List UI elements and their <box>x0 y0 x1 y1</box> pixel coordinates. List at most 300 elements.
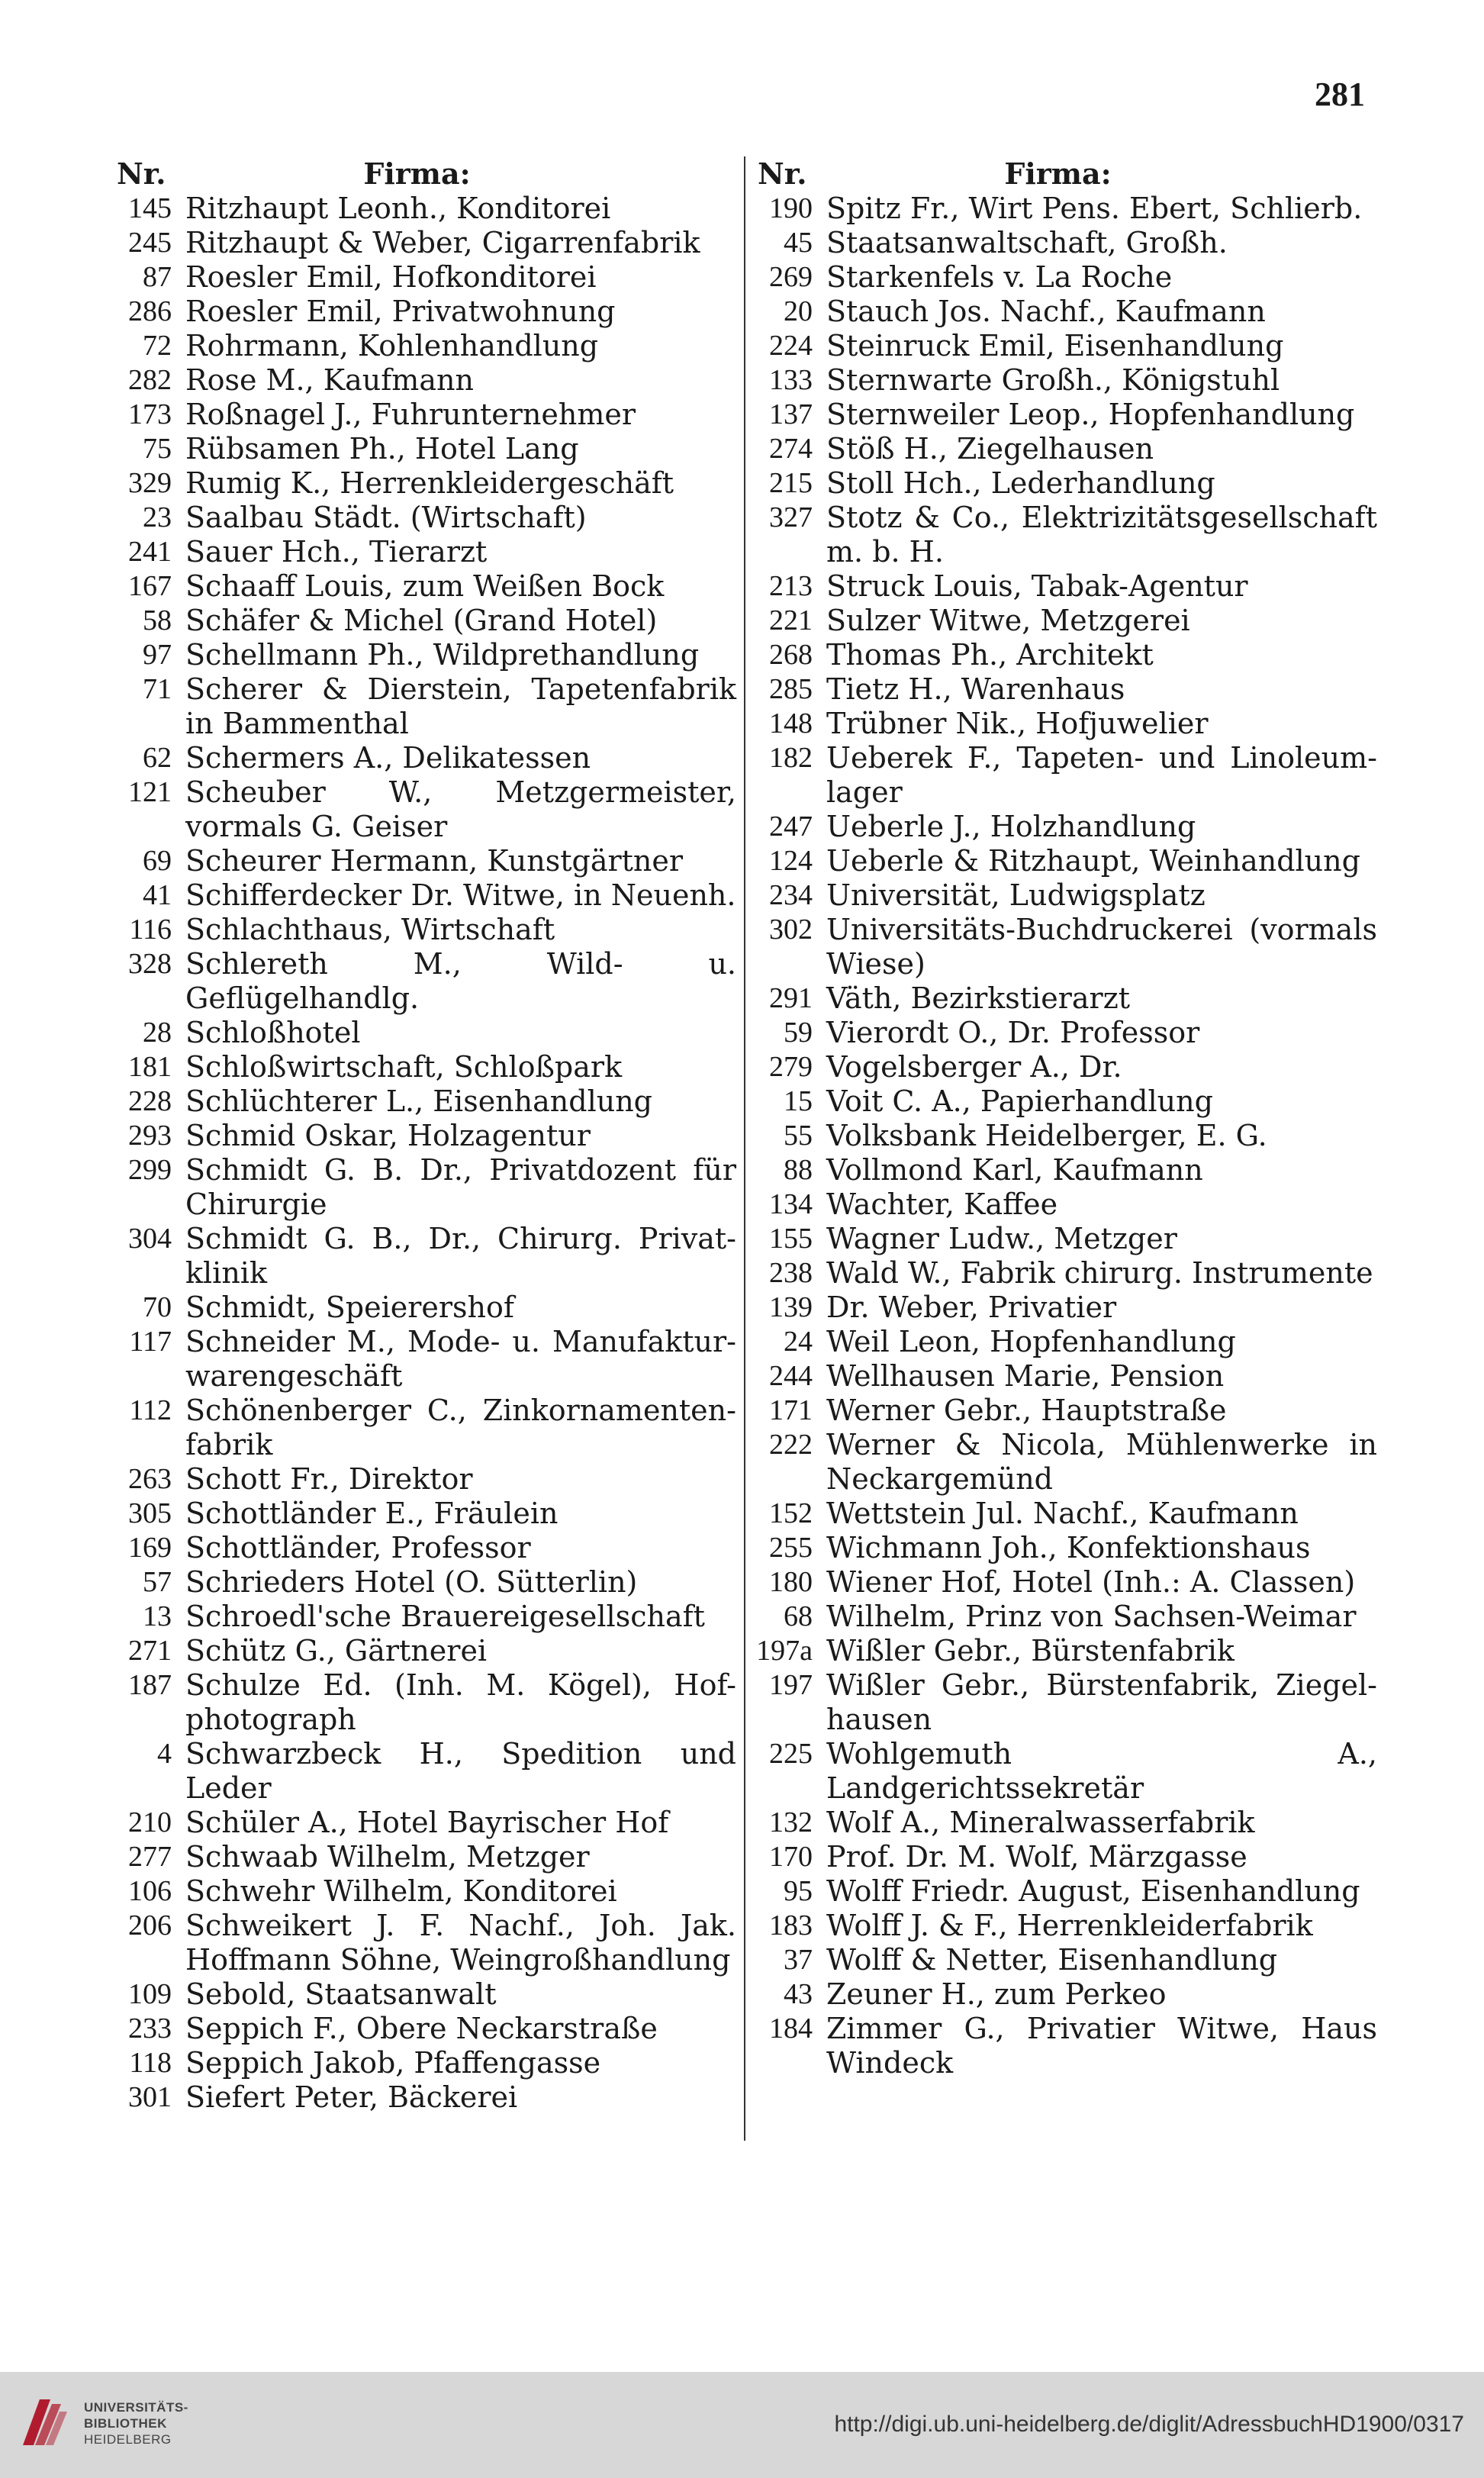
directory-entry <box>752 844 1377 878</box>
entry-firm: Schlüchterer L., Eisenhandlung <box>185 1084 653 1118</box>
entry-firm: Seppich F., Obere Neckarstraße <box>185 2012 658 2045</box>
entry-number: 206 <box>128 1909 172 1941</box>
entry-firm: Siefert Peter, Bäckerei <box>185 2080 518 2114</box>
entry-firm: Schermers A., Delikatessen <box>185 741 591 775</box>
entry-firm: Stauch Jos. Nachf., Kaufmann <box>826 295 1266 328</box>
directory-entry <box>111 672 736 741</box>
entry-firm: Schrieders Hotel (O. Sütterlin) <box>185 1565 638 1599</box>
entry-number: 222 <box>769 1429 813 1461</box>
directory-entry <box>752 226 1377 260</box>
directory-entry <box>111 2046 736 2080</box>
entry-firm: Schmid Oskar, Holzagentur <box>185 1119 591 1152</box>
entry-number: 45 <box>784 227 813 259</box>
directory-entry <box>111 1600 736 1634</box>
directory-entry <box>111 741 736 775</box>
directory-entry <box>752 363 1377 398</box>
entry-firm: Schönenberger C., Zinkornamenten-fabrik <box>185 1394 736 1461</box>
directory-entry <box>111 604 736 638</box>
entry-firm: Schütz G., Gärtnerei <box>185 1634 488 1668</box>
directory-entry <box>752 1394 1377 1428</box>
directory-entry <box>752 741 1377 810</box>
header-firm-label: Firma: <box>1004 156 1112 191</box>
entry-number: 62 <box>143 742 172 774</box>
entry-number: 274 <box>769 433 813 465</box>
entry-number: 15 <box>784 1085 813 1117</box>
directory-entry <box>111 1462 736 1497</box>
entry-firm: Schmidt G. B. Dr., Privatdozent für Chirurgie <box>185 1153 736 1221</box>
entry-firm: Schottländer, Professor <box>185 1531 531 1564</box>
entry-firm: Rose M., Kaufmann <box>185 363 474 397</box>
entry-firm: Voit C. A., Papierhandlung <box>826 1084 1213 1118</box>
entry-firm: Wellhausen Marie, Pension <box>826 1359 1225 1393</box>
directory-entry <box>752 1565 1377 1600</box>
entry-number: 183 <box>769 1909 813 1941</box>
directory-entry <box>111 260 736 295</box>
directory-entry <box>111 1840 736 1874</box>
entry-number: 328 <box>128 948 172 980</box>
entry-number: 286 <box>128 295 172 327</box>
entry-firm: Wolf A., Mineralwasserfabrik <box>826 1806 1255 1839</box>
entry-number: 228 <box>128 1085 172 1117</box>
entry-number: 58 <box>143 604 172 636</box>
entry-number: 282 <box>128 364 172 396</box>
directory-entry <box>752 878 1377 913</box>
header-number-label: Nr. <box>758 156 807 191</box>
entry-number: 269 <box>769 261 813 293</box>
entry-number: 109 <box>128 1978 172 2010</box>
directory-entry <box>111 2012 736 2046</box>
entry-number: 117 <box>129 1326 172 1358</box>
directory-entry <box>752 192 1377 226</box>
column-divider <box>744 156 745 2141</box>
directory-entry <box>111 947 736 1016</box>
entry-number: 268 <box>769 639 813 671</box>
entry-firm: Schmidt G. B., Dr., Chirurg. Privat-klinik <box>185 1222 736 1290</box>
directory-entry <box>111 638 736 672</box>
directory-entry <box>111 1291 736 1325</box>
directory-entry <box>752 913 1377 981</box>
entry-number: 279 <box>769 1051 813 1083</box>
entry-firm: Zeuner H., zum Perkeo <box>826 1977 1167 2011</box>
entry-firm: Roesler Emil, Hofkonditorei <box>185 260 597 294</box>
directory-entry <box>752 1977 1377 2012</box>
entry-number: 124 <box>769 845 813 877</box>
entry-number: 215 <box>769 467 813 499</box>
entry-number: 137 <box>769 398 813 430</box>
entry-firm: Dr. Weber, Privatier <box>826 1291 1117 1324</box>
entry-firm: Ueberek F., Tapeten- und Linoleum-lager <box>826 741 1377 809</box>
entry-firm: Scheurer Hermann, Kunstgärtner <box>185 844 684 878</box>
entry-number: 291 <box>769 982 813 1014</box>
entry-firm: Väth, Bezirkstierarzt <box>826 981 1130 1015</box>
entry-number: 118 <box>129 2047 172 2079</box>
directory-entry <box>111 1668 736 1737</box>
entry-number: 132 <box>769 1806 813 1838</box>
entry-firm: Schlachthaus, Wirtschaft <box>185 913 555 946</box>
entry-firm: Vierordt O., Dr. Professor <box>826 1016 1200 1049</box>
entry-number: 28 <box>143 1017 172 1049</box>
directory-entry <box>111 1497 736 1531</box>
entry-firm: Thomas Ph., Architekt <box>826 638 1154 672</box>
directory-entry <box>752 2012 1377 2080</box>
entry-firm: Wiener Hof, Hotel (Inh.: A. Classen) <box>826 1565 1356 1599</box>
directory-entry <box>752 260 1377 295</box>
entry-firm: Schellmann Ph., Wildprethandlung <box>185 638 700 672</box>
entry-firm: Spitz Fr., Wirt Pens. Ebert, Schlierb. <box>826 192 1363 225</box>
directory-entry <box>752 1084 1377 1119</box>
entry-number: 13 <box>143 1600 172 1632</box>
entry-firm: Schwarzbeck H., Spedition und Leder <box>185 1737 736 1805</box>
directory-entry <box>752 1497 1377 1531</box>
entry-number: 116 <box>129 914 172 946</box>
directory-entry <box>111 1153 736 1222</box>
entry-number: 68 <box>784 1600 813 1632</box>
entry-number: 180 <box>769 1566 813 1598</box>
entry-number: 327 <box>769 501 813 533</box>
entry-firm: Volksbank Heidelberger, E. G. <box>826 1119 1267 1152</box>
entry-firm: Vollmond Karl, Kaufmann <box>826 1153 1203 1187</box>
entry-number: 133 <box>769 364 813 396</box>
entry-firm: Wichmann Joh., Konfektionshaus <box>826 1531 1311 1564</box>
header-firm-label: Firma: <box>363 156 471 191</box>
directory-entry <box>752 1256 1377 1291</box>
entry-firm: Rübsamen Ph., Hotel Lang <box>185 432 579 466</box>
entry-number: 145 <box>128 192 172 224</box>
directory-entry <box>111 569 736 604</box>
entry-number: 43 <box>784 1978 813 2010</box>
entry-number: 221 <box>769 604 813 636</box>
directory-entry <box>111 1119 736 1153</box>
entry-number: 197a <box>756 1635 813 1667</box>
entry-firm: Starkenfels v. La Roche <box>826 260 1173 294</box>
directory-entry <box>752 295 1377 329</box>
directory-entry <box>752 432 1377 466</box>
directory-entry <box>752 1325 1377 1359</box>
entry-firm: Rumig K., Herrenkleidergeschäft <box>185 466 674 500</box>
directory-entry <box>752 1943 1377 1977</box>
entry-firm: Schlereth M., Wild- u. Geflügelhandlg. <box>185 947 736 1015</box>
entry-number: 59 <box>784 1017 813 1049</box>
directory-entry <box>111 1222 736 1291</box>
entry-number: 97 <box>143 639 172 671</box>
directory-entry <box>752 1119 1377 1153</box>
column-header <box>752 156 1377 192</box>
directory-entry <box>111 1084 736 1119</box>
entry-number: 57 <box>143 1566 172 1598</box>
directory-entry <box>111 1050 736 1084</box>
entry-firm: Scheuber W., Metzgermeister, vormals G. Geiser <box>185 775 736 843</box>
directory-entry <box>111 844 736 878</box>
logo-line-1: UNIVERSITÄTS- <box>84 2400 188 2415</box>
entry-number: 263 <box>128 1463 172 1495</box>
entry-number: 301 <box>128 2081 172 2113</box>
entry-number: 87 <box>143 261 172 293</box>
directory-entry <box>752 1874 1377 1909</box>
entry-number: 24 <box>784 1326 813 1358</box>
entry-number: 271 <box>128 1635 172 1667</box>
entry-firm: Wißler Gebr., Bürstenfabrik, Ziegel-hausen <box>826 1668 1377 1736</box>
directory-entry <box>111 1634 736 1668</box>
directory-entry <box>111 913 736 947</box>
entry-firm: Wettstein Jul. Nachf., Kaufmann <box>826 1497 1299 1530</box>
entry-number: 37 <box>784 1944 813 1976</box>
directory-entry <box>752 501 1377 569</box>
entry-number: 171 <box>769 1394 813 1426</box>
library-logo[interactable] <box>17 2386 200 2462</box>
entry-firm: Schloßwirtschaft, Schloßpark <box>185 1050 623 1084</box>
source-url-link[interactable]: http://digi.ub.uni-heidelberg.de/diglit/AdressbuchHD1900/0317 <box>834 2412 1464 2437</box>
entry-firm: Wilhelm, Prinz von Sachsen-Weimar <box>826 1600 1357 1633</box>
directory-entry <box>752 1600 1377 1634</box>
entry-firm: Schäfer & Michel (Grand Hotel) <box>185 604 658 637</box>
entry-firm: Trübner Nik., Hofjuwelier <box>826 707 1209 740</box>
library-logo-text <box>84 2399 188 2447</box>
entry-firm: Sauer Hch., Tierarzt <box>185 535 488 569</box>
entry-firm: Wagner Ludw., Metzger <box>826 1222 1177 1255</box>
directory-entry <box>111 226 736 260</box>
entry-firm: Schweikert J. F. Nachf., Joh. Jak. Hoffmann Söhne, Weingroßhandlung <box>185 1909 736 1977</box>
entry-firm: Ueberle & Ritzhaupt, Weinhandlung <box>826 844 1360 878</box>
directory-entry <box>752 1668 1377 1737</box>
logo-line-2: BIBLIOTHEK <box>84 2416 167 2431</box>
entry-firm: Schifferdecker Dr. Witwe, in Neuenh. <box>185 878 736 912</box>
entry-firm: Rohrmann, Kohlenhandlung <box>185 329 599 363</box>
entry-number: 69 <box>143 845 172 877</box>
directory-entry <box>111 192 736 226</box>
entry-firm: Universitäts-Buchdruckerei (vormals Wiese) <box>826 913 1377 981</box>
directory-entry <box>111 1325 736 1394</box>
entry-number: 4 <box>157 1738 172 1770</box>
entry-number: 95 <box>784 1875 813 1907</box>
entry-number: 285 <box>769 673 813 705</box>
left-column <box>111 156 736 2115</box>
entry-firm: Schulze Ed. (Inh. M. Kögel), Hof-photograph <box>185 1668 736 1736</box>
entry-number: 121 <box>128 776 172 808</box>
entry-number: 224 <box>769 330 813 362</box>
entry-number: 173 <box>128 398 172 430</box>
entry-firm: Ritzhaupt Leonh., Konditorei <box>185 192 611 225</box>
entry-number: 75 <box>143 433 172 465</box>
entry-number: 184 <box>769 2012 813 2045</box>
entry-number: 247 <box>769 810 813 843</box>
directory-entry <box>752 1634 1377 1668</box>
entry-number: 170 <box>769 1841 813 1873</box>
header-number-label: Nr. <box>117 156 166 191</box>
entry-number: 190 <box>769 192 813 224</box>
entry-firm: Werner Gebr., Hauptstraße <box>826 1394 1227 1427</box>
entry-firm: Schwehr Wilhelm, Konditorei <box>185 1874 617 1908</box>
directory-entry <box>111 1874 736 1909</box>
directory-entry <box>111 501 736 535</box>
entry-firm: Wolff J. & F., Herrenkleiderfabrik <box>826 1909 1313 1942</box>
directory-entry <box>752 604 1377 638</box>
entry-firm: Universität, Ludwigsplatz <box>826 878 1206 912</box>
entry-number: 187 <box>128 1669 172 1701</box>
entry-firm: Wolff & Netter, Eisenhandlung <box>826 1943 1278 1977</box>
entry-number: 152 <box>769 1497 813 1529</box>
directory-entry <box>752 810 1377 844</box>
right-column <box>752 156 1377 2080</box>
directory-entry <box>111 1977 736 2012</box>
entry-number: 197 <box>769 1669 813 1701</box>
entry-number: 71 <box>143 673 172 705</box>
directory-entry <box>111 329 736 363</box>
directory-entry <box>752 672 1377 707</box>
directory-entry <box>111 1737 736 1806</box>
directory-entry <box>111 1565 736 1600</box>
entry-firm: Schottländer E., Fräulein <box>185 1497 559 1530</box>
page-number: 281 <box>1315 76 1365 113</box>
entry-firm: Wachter, Kaffee <box>826 1187 1058 1221</box>
directory-entry <box>752 569 1377 604</box>
entry-firm: Schroedl'sche Brauereigesellschaft <box>185 1600 705 1633</box>
entry-number: 329 <box>128 467 172 499</box>
directory-entry <box>111 432 736 466</box>
entry-firm: Werner & Nicola, Mühlenwerke in Neckargemünd <box>826 1428 1377 1496</box>
directory-entry <box>752 1531 1377 1565</box>
directory-entry <box>752 329 1377 363</box>
entry-number: 20 <box>784 295 813 327</box>
entry-number: 112 <box>129 1394 172 1426</box>
entry-number: 167 <box>128 570 172 602</box>
directory-entry <box>111 2080 736 2115</box>
directory-entry <box>752 1291 1377 1325</box>
entry-number: 225 <box>769 1738 813 1770</box>
directory-entry <box>752 1359 1377 1394</box>
column-header <box>111 156 736 192</box>
entry-firm: Tietz H., Warenhaus <box>826 672 1125 706</box>
entry-firm: Ritzhaupt & Weber, Cigarrenfabrik <box>185 226 700 259</box>
entry-number: 241 <box>128 536 172 568</box>
entry-number: 41 <box>143 879 172 911</box>
entry-number: 233 <box>128 2012 172 2045</box>
entry-firm: Roesler Emil, Privatwohnung <box>185 295 616 328</box>
entry-firm: Schneider M., Mode- u. Manufaktur-warengeschäft <box>185 1325 736 1393</box>
entry-number: 88 <box>784 1154 813 1186</box>
entry-number: 148 <box>769 707 813 740</box>
entry-number: 238 <box>769 1257 813 1289</box>
entry-firm: Struck Louis, Tabak-Agentur <box>826 569 1248 603</box>
entry-number: 277 <box>128 1841 172 1873</box>
entry-list <box>752 192 1377 2080</box>
entry-firm: Weil Leon, Hopfenhandlung <box>826 1325 1236 1358</box>
directory-entry <box>752 1428 1377 1497</box>
entry-firm: Stöß H., Ziegelhausen <box>826 432 1154 466</box>
entry-number: 55 <box>784 1120 813 1152</box>
entry-firm: Roßnagel J., Fuhrunternehmer <box>185 398 636 431</box>
entry-number: 70 <box>143 1291 172 1323</box>
directory-entry <box>111 295 736 329</box>
entry-number: 106 <box>128 1875 172 1907</box>
directory-entry <box>111 363 736 398</box>
directory-entry <box>111 1531 736 1565</box>
directory-entry <box>111 775 736 844</box>
directory-entry <box>111 1394 736 1462</box>
entry-number: 244 <box>769 1360 813 1392</box>
directory-entry <box>752 1187 1377 1222</box>
entry-firm: Stoll Hch., Lederhandlung <box>826 466 1215 500</box>
directory-entry <box>752 398 1377 432</box>
entry-number: 181 <box>128 1051 172 1083</box>
directory-entry <box>752 638 1377 672</box>
footer-bar <box>0 2372 1484 2478</box>
entry-number: 213 <box>769 570 813 602</box>
entry-firm: Schüler A., Hotel Bayrischer Hof <box>185 1806 669 1839</box>
entry-number: 255 <box>769 1532 813 1564</box>
entry-firm: Staatsanwaltschaft, Großh. <box>826 226 1228 259</box>
entry-firm: Schwaab Wilhelm, Metzger <box>185 1840 590 1874</box>
entry-firm: Zimmer G., Privatier Witwe, Haus Windeck <box>826 2012 1377 2080</box>
entry-firm: Sternweiler Leop., Hopfenhandlung <box>826 398 1355 431</box>
directory-entry <box>752 1050 1377 1084</box>
directory-entry <box>111 1909 736 1977</box>
entry-firm: Schloßhotel <box>185 1016 361 1049</box>
directory-entry <box>752 1222 1377 1256</box>
entry-number: 245 <box>128 227 172 259</box>
directory-entry <box>111 1016 736 1050</box>
entry-firm: Wolff Friedr. August, Eisenhandlung <box>826 1874 1360 1908</box>
directory-entry <box>752 1806 1377 1840</box>
entry-firm: Prof. Dr. M. Wolf, Märzgasse <box>826 1840 1247 1874</box>
library-logo-icon <box>17 2392 72 2453</box>
entry-firm: Wißler Gebr., Bürstenfabrik <box>826 1634 1235 1668</box>
entry-number: 139 <box>769 1291 813 1323</box>
entry-firm: Seppich Jakob, Pfaffengasse <box>185 2046 601 2080</box>
entry-firm: Wald W., Fabrik chirurg. Instrumente <box>826 1256 1373 1290</box>
directory-entry <box>111 398 736 432</box>
entry-number: 299 <box>128 1154 172 1186</box>
entry-number: 210 <box>128 1806 172 1838</box>
directory-entry <box>752 1909 1377 1943</box>
entry-firm: Schmidt, Speierershof <box>185 1291 514 1324</box>
directory-entry <box>752 1840 1377 1874</box>
directory-entry <box>752 466 1377 501</box>
entry-number: 293 <box>128 1120 172 1152</box>
directory-entry <box>111 1806 736 1840</box>
entry-firm: Saalbau Städt. (Wirtschaft) <box>185 501 587 534</box>
directory-entry <box>111 466 736 501</box>
entry-firm: Sternwarte Großh., Königstuhl <box>826 363 1280 397</box>
directory-entry <box>752 981 1377 1016</box>
directory-entry <box>752 707 1377 741</box>
entry-firm: Vogelsberger A., Dr. <box>826 1050 1122 1084</box>
directory-entry <box>752 1016 1377 1050</box>
directory-entry <box>752 1737 1377 1806</box>
entry-firm: Schott Fr., Direktor <box>185 1462 473 1496</box>
entry-firm: Wohlgemuth A., Landgerichtssekretär <box>826 1737 1377 1805</box>
entry-list <box>111 192 736 2115</box>
entry-number: 23 <box>143 501 172 533</box>
entry-number: 155 <box>769 1223 813 1255</box>
logo-line-3: HEIDELBERG <box>84 2432 172 2447</box>
entry-firm: Scherer & Dierstein, Tapetenfabrik in Bammenthal <box>185 672 736 740</box>
entry-firm: Schaaff Louis, zum Weißen Bock <box>185 569 665 603</box>
directory-entry <box>111 878 736 913</box>
entry-number: 305 <box>128 1497 172 1529</box>
entry-number: 72 <box>143 330 172 362</box>
entry-firm: Sulzer Witwe, Metzgerei <box>826 604 1190 637</box>
entry-number: 302 <box>769 914 813 946</box>
directory-entry <box>752 1153 1377 1187</box>
directory-entry <box>111 535 736 569</box>
entry-firm: Stotz & Co., Elektrizitätsgesellschaft m. b. H. <box>826 501 1377 569</box>
entry-firm: Sebold, Staatsanwalt <box>185 1977 497 2011</box>
entry-number: 169 <box>128 1532 172 1564</box>
entry-number: 304 <box>128 1223 172 1255</box>
entry-firm: Ueberle J., Holzhandlung <box>826 810 1196 843</box>
entry-firm: Steinruck Emil, Eisenhandlung <box>826 329 1284 363</box>
entry-number: 134 <box>769 1188 813 1220</box>
